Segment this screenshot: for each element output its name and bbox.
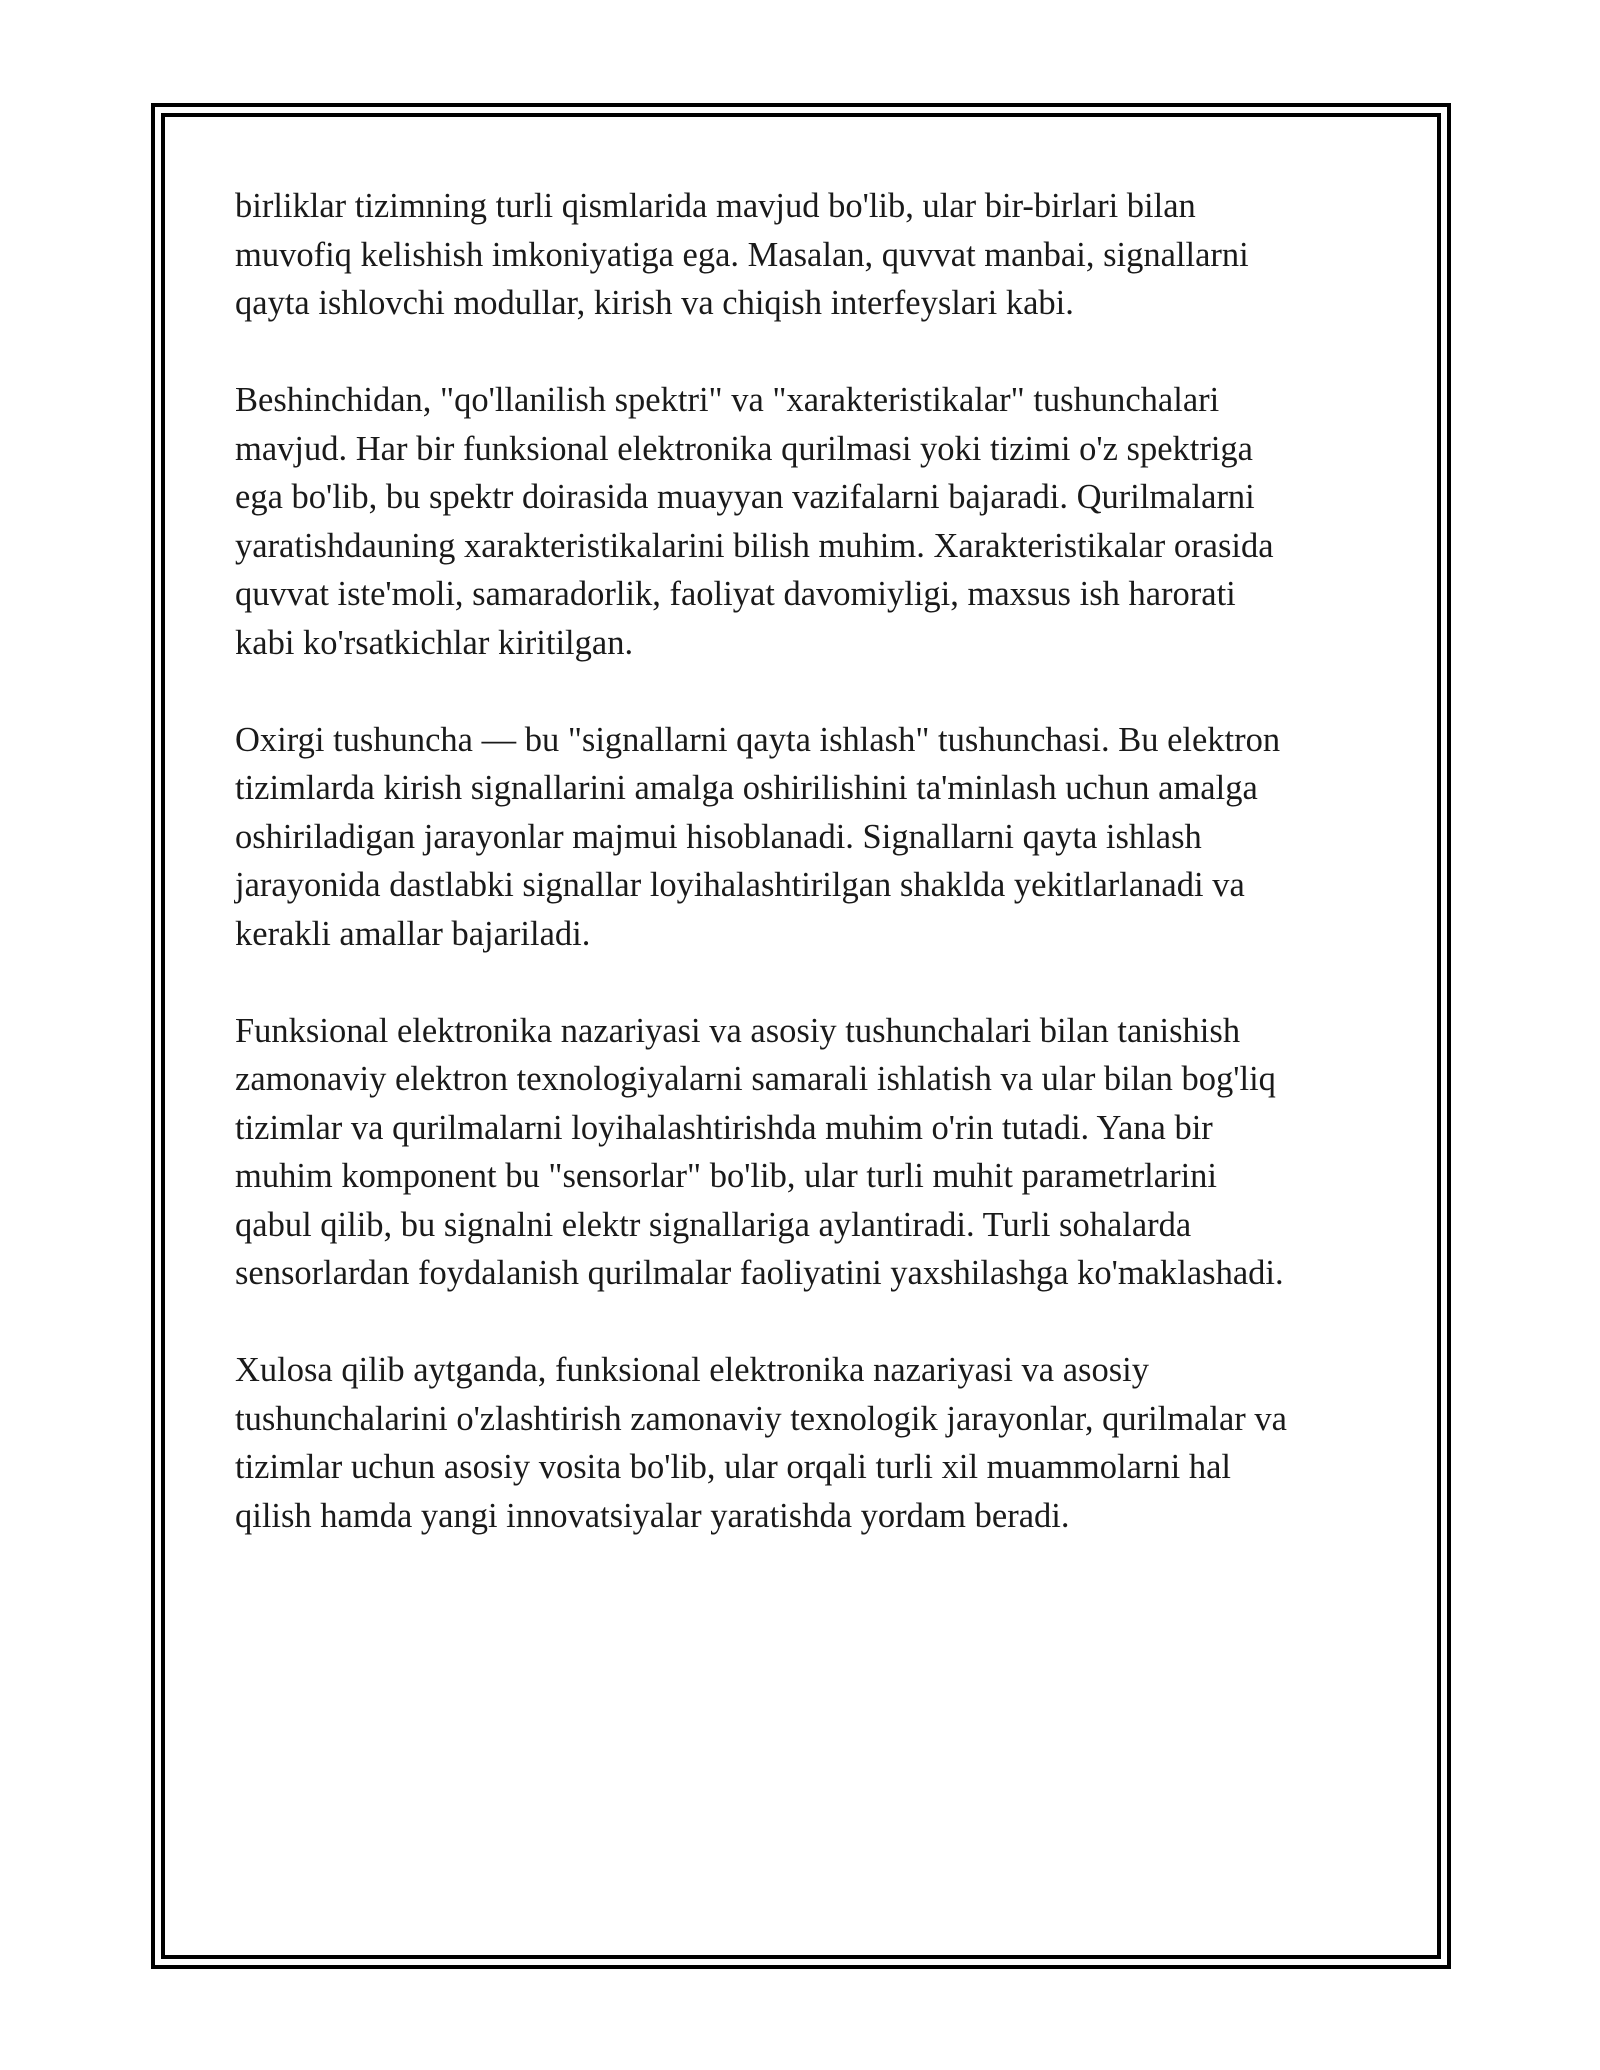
paragraph-4: Funksional elektronika nazariyasi va asosiy tushunchalari bilan tanishish zamonaviy elektron texnologiyalarni samarali ishlatish va ular bilan bog'liq tizimlar va qurilmalarni loyihalashtirishda muhim o'rin tutadi. Yana bir muhim komponent bu "sensorlar" bo'lib, ular turli muhit parametrlarini qabul qilib, bu signalni elektr signallariga aylantiradi. Turli sohalarda sensorlardan foydalanish qurilmalar faoliyatini yaxshilashga ko'maklashadi. [235,1011,1284,1292]
paragraph-1: birliklar tizimning turli qismlarida mavjud bo'lib, ular bir-birlari bilan muvofiq kelishish imkoniyatiga ega. Masalan, quvvat manbai, signallarni qayta ishlovchi modullar, kirish va chiqish interfeyslari kabi. [235,187,1249,322]
paragraph-2: Beshinchidan, "qo'llanilish spektri" va "xarakteristikalar" tushunchalari mavjud. Har bir funksional elektronika qurilmasi yoki tizimi o'z spektriga ega bo'lib, bu spektr doirasida muayyan vazifalarni bajaradi. Qurilmalarni yaratishdauning xarakteristikalarini bilish muhim. Xarakteristikalar orasida quvvat iste'moli, samaradorlik, faoliyat davomiyligi, maxsus ish harorati kabi ko'rsatkichlar kiritilgan. [235,381,1274,662]
document-body [235,182,1365,1589]
paragraph-3: Oxirgi tushuncha — bu "signallarni qayta ishlash" tushunchasi. Bu elektron tizimlarda kirish signallarini amalga oshirilishini ta'minlash uchun amalga oshiriladigan jarayonlar majmui hisoblanadi. Signallarni qayta ishlash jarayonida dastlabki signallar loyihalashtirilgan shakldа yekitlarlanadi va kerakli amallar bajariladi. [235,720,1281,953]
paragraph-5: Xulosa qilib aytganda, funksional elektronika nazariyasi va asosiy tushunchalarini o'zlashtirish zamonaviy texnologik jarayonlar, qurilmalar va tizimlar uchun asosiy vosita bo'lib, ular orqali turli xil muammolarni hal qilish hamda yangi innovatsiyalar yaratishda yordam beradi. [235,1351,1287,1535]
